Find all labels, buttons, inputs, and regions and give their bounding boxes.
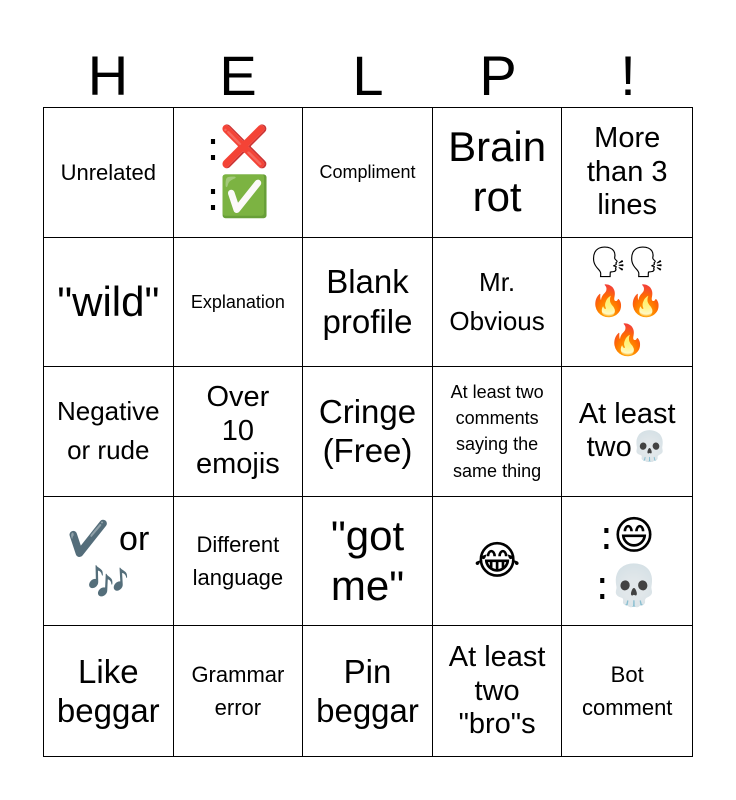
bingo-cell-wild[interactable]: "wild": [44, 238, 174, 368]
header-letter-e: E: [219, 44, 257, 107]
bingo-cell-more-than-3-lines[interactable]: More than 3 lines: [562, 108, 692, 238]
bingo-cell-over-10-emojis[interactable]: Over 10 emojis: [174, 367, 304, 497]
header-letter-exclamation: !: [620, 44, 636, 107]
header-letter-h: H: [87, 44, 129, 107]
bingo-cell-explanation[interactable]: Explanation: [174, 238, 304, 368]
bingo-cell-negative-or-rude[interactable]: Negative or rude: [44, 367, 174, 497]
bingo-cell-mr-obvious[interactable]: Mr. Obvious: [433, 238, 563, 368]
bingo-cell-bot-comment[interactable]: Bot comment: [581, 662, 673, 721]
header-letter-p: P: [479, 44, 517, 107]
bingo-cell-compliment[interactable]: Compliment: [303, 108, 433, 238]
bingo-cell-two-same-comments[interactable]: At least two comments saying the same thing: [433, 367, 563, 497]
header-letter-l: L: [352, 44, 384, 107]
bingo-cell-smile-skull[interactable]: :😄 :💀: [562, 497, 692, 627]
bingo-cell-pin-beggar[interactable]: Pin beggar: [303, 626, 433, 756]
bingo-cell-grammar-error[interactable]: Grammar error: [174, 626, 304, 756]
bingo-cell-speaking-fire[interactable]: 🗣🗣 🔥🔥 🔥: [562, 238, 692, 368]
bingo-cell-blank-profile[interactable]: Blank profile: [303, 238, 433, 368]
bingo-cell-different-language[interactable]: Different language: [174, 497, 304, 627]
bingo-cell-got-me[interactable]: "got me": [303, 497, 433, 627]
bingo-cell-cringe-free[interactable]: Cringe (Free): [303, 367, 433, 497]
bingo-cell-check-or-music[interactable]: ✔️ or 🎶: [44, 497, 174, 627]
bingo-header: [43, 44, 693, 108]
bingo-cell-brain-rot[interactable]: Brain rot: [433, 108, 563, 238]
bingo-board: [43, 107, 693, 757]
bingo-cell-at-least-two-bros[interactable]: At least two "bro"s: [433, 626, 563, 756]
bingo-cell-like-beggar[interactable]: Like beggar: [44, 626, 174, 756]
bingo-cell-at-least-two-skulls[interactable]: At least two💀: [562, 367, 692, 497]
bingo-cell-x-check[interactable]: :❌ :✅: [174, 108, 304, 238]
bingo-cell-laughing-emoji[interactable]: 😂: [433, 497, 563, 627]
bingo-cell-unrelated[interactable]: Unrelated: [44, 108, 174, 238]
